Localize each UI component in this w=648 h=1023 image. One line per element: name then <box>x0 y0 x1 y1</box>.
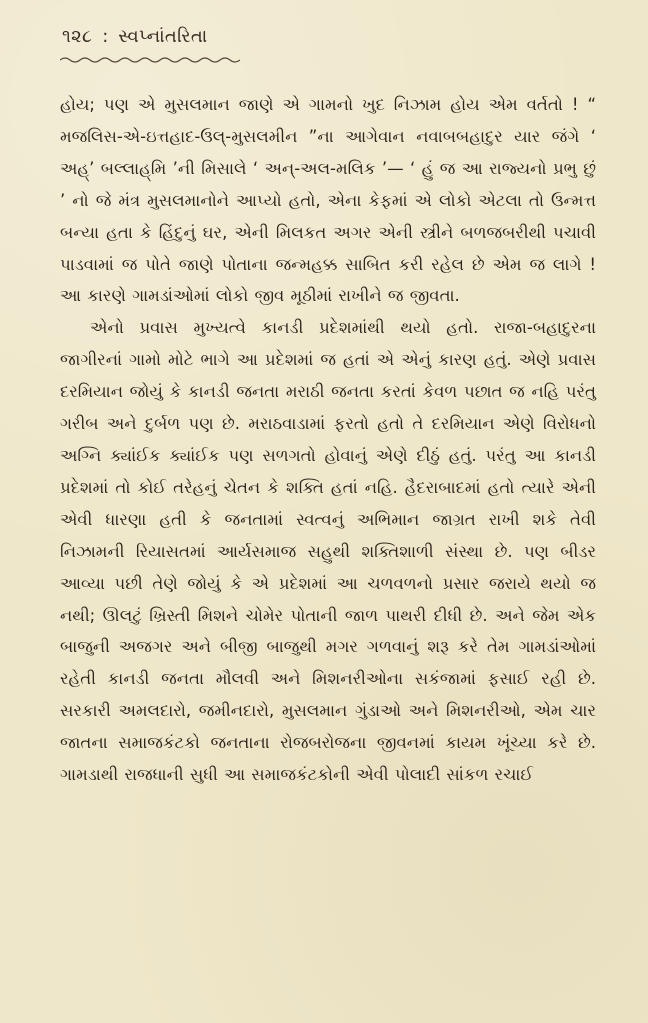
chapter-title: સ્વપ્નાંતરિતા <box>118 26 208 47</box>
page-header <box>62 26 596 47</box>
body-text <box>60 89 596 791</box>
paragraph-2: એનો પ્રવાસ મુખ્યત્વે કાનડી પ્રદેશમાંથી થયો હતો. રાજા-બહાદુરના જાગીરનાં ગામો મોટે ભાગે આ પ્રદેશમાં જ હતાં એ એનું કારણ હતું. એણે પ્રવાસ દરમિયાન જોયું કે કાનડી જનતા મરાઠી જનતા કરતાં કેવળ પછાત જ નહિ પરંતુ ગરીબ અને દુર્બળ પણ છે. મરાઠવાડામાં ફરતો હતો તે દરમિયાન એણે વિરોધનો અગ્નિ ક્યાંઈક ક્યાંઈક પણ સળગતો હોવાનું એણે દીઠું હતું. પરંતુ આ કાનડી પ્રદેશમાં તો કોઈ તરેહનું ચેતન કે શક્તિ હતાં નહિ. હૈદરાબાદમાં હતો ત્યારે એની એવી ધારણા હતી કે જનતામાં સ્વત્વનું અભિમાન જાગ્રત રાખી શકે તેવી નિઝામની રિયાસતમાં આર્યસમાજ સહુથી શક્તિશાળી સંસ્થા છે. પણ બીડર આવ્યા પછી તેણે જોયું કે એ પ્રદેશમાં આ ચળવળનો પ્રસાર જરાયે થયો જ નથી; ઊલટું ખ્રિસ્તી મિશને ચોમેર પોતાની જાળ પાથરી દીધી છે. અને જેમ એક બાજુની અજગર અને બીજી બાજુથી મગર ગળવાનું શરૂ કરે તેમ ગામડાંઓમાં રહેતી કાનડી જનતા મૌલવી અને મિશનરીઓના સકંજામાં ફસાઈ રહી છે. સરકારી અમલદારો, જમીનદારો, મુસલમાન ગુંડાઓ અને મિશનરીઓ, એમ ચાર જાતના સમાજકંટકો જનતાના રોજબરોજના જીવનમાં કાયમ ખૂંચ્યા કરે છે. ગામડાથી રાજધાની સુધી આ સમાજકંટકોની એવી પોલાદી સાંકળ રચાઈ <box>60 318 596 785</box>
decorative-wavy-rule <box>60 55 240 65</box>
paragraph-1: હોય; પણ એ મુસલમાન જાણે એ ગામનો ખુદ નિઝામ હોય એમ વર્તતો ! “ મજલિસ-એ-ઇત્તહાદ-ઉલ્-મુસલમીન ”ના આગેવાન નવાબબહાદુર યાર જંગે ‘ અહ્’ બલ્લાહ્‌મિ ’ની મિસાલે ‘ અન્-અલ-મલિક ’— ‘ હું જ આ રાજ્યનો પ્રભુ છું ’ નો જે મંત્ર મુસલમાનોને આપ્યો હતો, એના કેફમાં એ લોકો એટલા તો ઉન્મત્ત બન્યા હતા કે હિંદુનું ઘર, એની મિલકત અગર એની સ્ત્રીને બળજબરીથી પચાવી પાડવામાં જ પોતે જાણે પોતાના જન્મહક્ક સાબિત કરી રહેલ છે એમ જ લાગે ! આ કારણે ગામડાંઓમાં લોકો જીવ મૂઠીમાં રાખીને જ જીવતા. <box>60 95 596 306</box>
header-separator: : <box>102 26 109 47</box>
page-number: ૧૨૮ <box>62 26 93 47</box>
